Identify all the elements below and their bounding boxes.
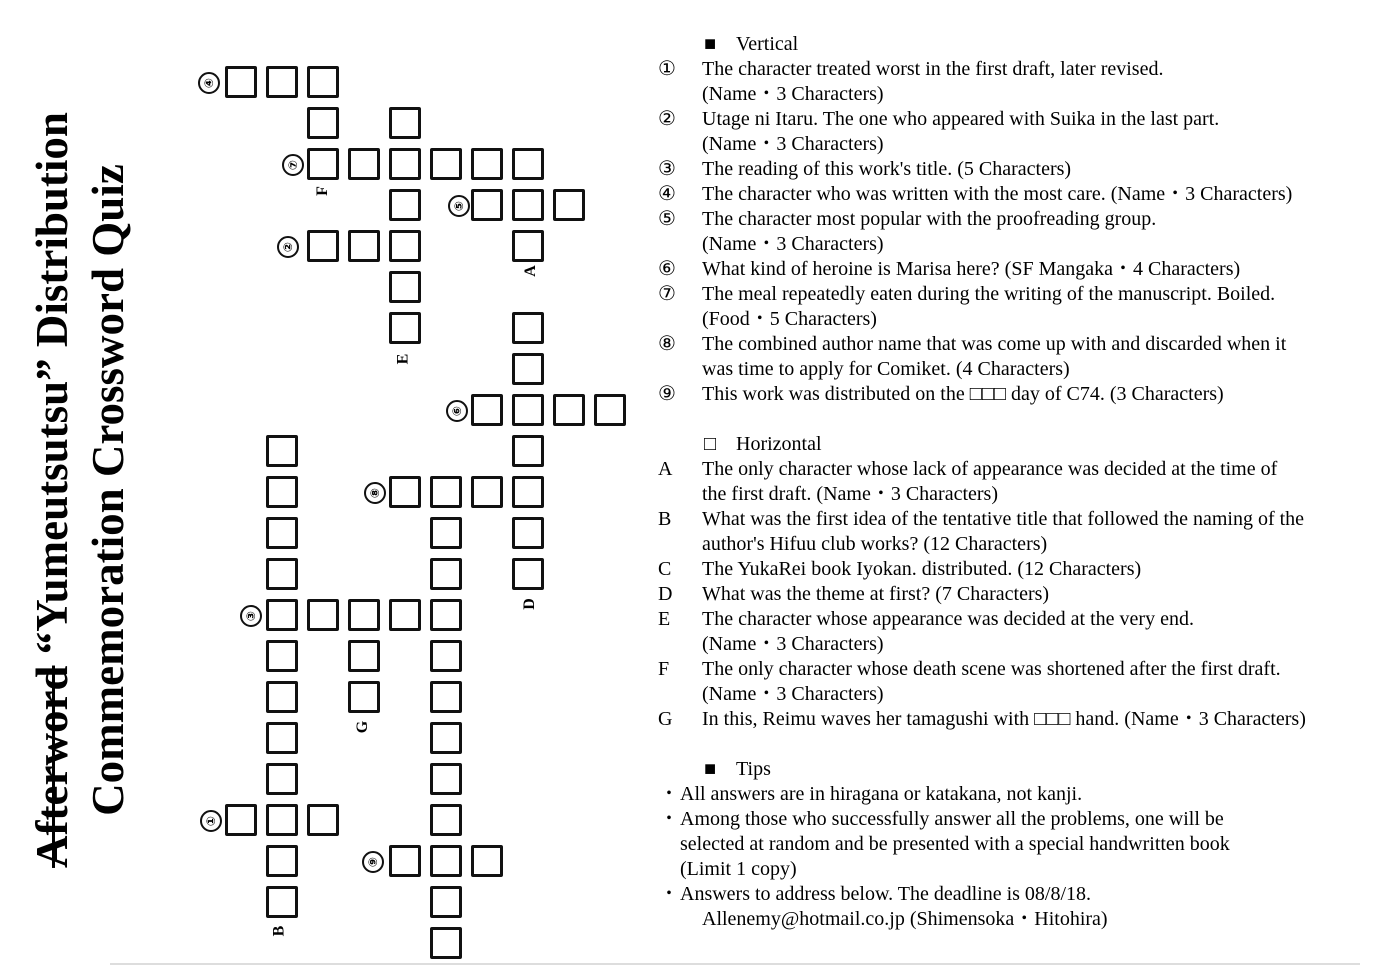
horizontal-clue	[658, 582, 1378, 607]
vertical-heading	[658, 32, 1378, 57]
crossword-cell[interactable]	[307, 804, 339, 836]
crossword-cell[interactable]	[512, 435, 544, 467]
crossword-cell[interactable]	[266, 599, 298, 631]
crossword-cell[interactable]	[266, 517, 298, 549]
tip-line: All answers are in hiragana or katakana, not kanji.	[680, 783, 1083, 805]
crossword-cell[interactable]	[389, 476, 421, 508]
clue-line: The YukaRei book Iyokan. distributed. (12 Characters)	[702, 558, 1142, 580]
tip-line: Among those who successfully answer all the problems, one will be	[680, 808, 1224, 830]
title-line-2: Commemoration Crossword Quiz	[83, 164, 133, 816]
tip-bullet: ・	[659, 883, 679, 905]
clue-text	[702, 107, 1378, 157]
tips-heading-mark: ■	[704, 758, 717, 780]
crossword-cell[interactable]	[225, 66, 257, 98]
clue-text	[702, 707, 1378, 732]
title-strike-word: Afterword	[27, 665, 77, 868]
crossword-cell[interactable]	[225, 804, 257, 836]
clue-text	[702, 657, 1378, 707]
crossword-cell[interactable]	[307, 107, 339, 139]
clue-text	[702, 457, 1378, 507]
crossword-cell[interactable]	[348, 230, 380, 262]
clue-line: The character most popular with the proofreading group.	[702, 208, 1157, 230]
clue-text	[702, 382, 1378, 407]
horizontal-clue	[658, 657, 1378, 707]
clue-letter-marker: B	[270, 925, 288, 937]
tip-line: Answers to address below. The deadline is 08/8/18.	[680, 883, 1092, 905]
crossword-cell[interactable]	[430, 476, 462, 508]
tip-bullet: ・	[659, 783, 679, 805]
crossword-cell[interactable]	[266, 66, 298, 98]
vertical-heading-mark: ■	[704, 33, 717, 55]
crossword-cell[interactable]	[266, 558, 298, 590]
clue-line: (Food・5 Characters)	[702, 308, 877, 330]
clue-line: The character whose appearance was decided at the very end.	[702, 608, 1194, 630]
clue-label: ④	[658, 183, 676, 205]
clue-number-marker: ⑨	[362, 851, 384, 873]
crossword-cell[interactable]	[389, 845, 421, 877]
tip-item	[658, 807, 1378, 882]
crossword-cell[interactable]	[389, 107, 421, 139]
clue-number-marker: ⑧	[364, 482, 386, 504]
crossword-cell[interactable]	[430, 599, 462, 631]
crossword-cell[interactable]	[430, 640, 462, 672]
clue-line: (Name・3 Characters)	[702, 683, 884, 705]
vertical-clue-list	[658, 57, 1378, 407]
vertical-clue	[658, 182, 1378, 207]
clue-line: This work was distributed on the □□□ day of C74. (3 Characters)	[702, 383, 1224, 405]
clue-line: (Name・3 Characters)	[702, 233, 884, 255]
crossword-cell[interactable]	[594, 394, 626, 426]
vertical-heading-label: Vertical	[736, 33, 799, 55]
clue-line: The only character whose lack of appearance was decided at the time of	[702, 458, 1278, 480]
crossword-cell[interactable]	[430, 763, 462, 795]
clue-number-marker: ⑤	[448, 195, 470, 217]
horizontal-clue-list	[658, 457, 1378, 732]
clue-text	[702, 282, 1378, 332]
clue-line: (Name・3 Characters)	[702, 133, 884, 155]
crossword-cell[interactable]	[266, 763, 298, 795]
vertical-clue	[658, 157, 1378, 182]
crossword-cell[interactable]	[266, 886, 298, 918]
vertical-clue	[658, 257, 1378, 282]
clue-line: the first draft. (Name・3 Characters)	[702, 483, 998, 505]
tips-list	[658, 782, 1378, 907]
crossword-cell[interactable]	[389, 271, 421, 303]
clue-text	[702, 582, 1378, 607]
clue-label: ⑦	[658, 283, 676, 305]
tip-bullet: ・	[659, 808, 679, 830]
horizontal-clue	[658, 707, 1378, 732]
horizontal-heading	[658, 432, 1378, 457]
clue-label: E	[658, 608, 671, 630]
crossword-cell[interactable]	[512, 148, 544, 180]
tip-line: (Limit 1 copy)	[680, 858, 797, 880]
crossword-cell[interactable]	[512, 517, 544, 549]
crossword-cell[interactable]	[389, 312, 421, 344]
crossword-cell[interactable]	[389, 189, 421, 221]
crossword-cell[interactable]	[389, 599, 421, 631]
clue-letter-marker: A	[521, 265, 539, 277]
tip-text	[680, 782, 1378, 807]
clue-text	[702, 157, 1378, 182]
clue-text	[702, 557, 1378, 582]
crossword-cell[interactable]	[512, 394, 544, 426]
bottom-divider	[110, 963, 1360, 965]
tips-heading-label: Tips	[736, 758, 771, 780]
clue-line: The character who was written with the most care. (Name・3 Characters)	[702, 183, 1293, 205]
crossword-cell[interactable]	[266, 640, 298, 672]
clue-label: ③	[658, 158, 676, 180]
clue-text	[702, 257, 1378, 282]
clue-label: ⑥	[658, 258, 676, 280]
clue-number-marker: ①	[200, 810, 222, 832]
tip-text	[680, 807, 1378, 882]
clue-text	[702, 332, 1378, 382]
tips-heading	[658, 757, 1378, 782]
clue-text	[702, 57, 1378, 107]
crossword-cell[interactable]	[512, 230, 544, 262]
clue-line: The only character whose death scene was shortened after the first draft.	[702, 658, 1281, 680]
horizontal-heading-mark: □	[704, 433, 717, 455]
clue-line: (Name・3 Characters)	[702, 633, 884, 655]
clue-label: ⑤	[658, 208, 676, 230]
crossword-cell[interactable]	[307, 599, 339, 631]
crossword-cell[interactable]	[307, 230, 339, 262]
tip-item	[658, 782, 1378, 807]
tip-item	[658, 882, 1378, 907]
clue-label: B	[658, 508, 672, 530]
crossword-grid	[0, 0, 640, 967]
clue-number-marker: ⑦	[282, 154, 304, 176]
clue-line: The combined author name that was come up with and discarded when it	[702, 333, 1287, 355]
crossword-cell[interactable]	[266, 845, 298, 877]
horizontal-clue	[658, 607, 1378, 657]
clue-line: The character treated worst in the first draft, later revised.	[702, 58, 1164, 80]
crossword-cell[interactable]	[430, 722, 462, 754]
crossword-cell[interactable]	[553, 189, 585, 221]
clue-line: was time to apply for Comiket. (4 Characters)	[702, 358, 1070, 380]
crossword-cell[interactable]	[471, 394, 503, 426]
crossword-cell[interactable]	[307, 148, 339, 180]
crossword-cell[interactable]	[389, 230, 421, 262]
clue-label: ②	[658, 108, 676, 130]
clue-number-marker: ②	[277, 236, 299, 258]
tip-line: selected at random and be presented with a special handwritten book	[680, 833, 1230, 855]
clue-label: C	[658, 558, 672, 580]
clue-line: The reading of this work's title. (5 Characters)	[702, 158, 1072, 180]
crossword-cell[interactable]	[266, 804, 298, 836]
clue-text	[702, 507, 1378, 557]
crossword-cell[interactable]	[430, 148, 462, 180]
crossword-cell[interactable]	[266, 722, 298, 754]
crossword-cell[interactable]	[348, 640, 380, 672]
vertical-clue	[658, 282, 1378, 332]
clues-panel	[658, 32, 1378, 932]
clue-line: What was the theme at first? (7 Characters)	[702, 583, 1050, 605]
clue-letter-marker: G	[354, 720, 372, 734]
clue-label: A	[658, 458, 673, 480]
horizontal-clue	[658, 557, 1378, 582]
clue-text	[702, 182, 1378, 207]
crossword-cell[interactable]	[389, 148, 421, 180]
horizontal-clue	[658, 507, 1378, 557]
crossword-cell[interactable]	[471, 189, 503, 221]
crossword-cell[interactable]	[430, 927, 462, 959]
clue-label: ⑨	[658, 383, 676, 405]
crossword-cell[interactable]	[430, 517, 462, 549]
vertical-clue	[658, 207, 1378, 257]
crossword-cell[interactable]	[430, 804, 462, 836]
crossword-cell[interactable]	[512, 312, 544, 344]
horizontal-clue	[658, 457, 1378, 507]
clue-label: G	[658, 708, 673, 730]
clue-label: ⑧	[658, 333, 676, 355]
vertical-clue	[658, 382, 1378, 407]
vertical-clue	[658, 107, 1378, 157]
clue-letter-marker: F	[313, 186, 331, 196]
crossword-cell[interactable]	[266, 435, 298, 467]
vertical-clue	[658, 332, 1378, 382]
crossword-cell[interactable]	[512, 353, 544, 385]
crossword-cell[interactable]	[430, 681, 462, 713]
tip-text	[680, 882, 1378, 907]
crossword-cell[interactable]	[512, 558, 544, 590]
crossword-cell[interactable]	[430, 558, 462, 590]
crossword-cell[interactable]	[471, 845, 503, 877]
crossword-cell[interactable]	[348, 148, 380, 180]
crossword-cell[interactable]	[307, 66, 339, 98]
clue-line: (Name・3 Characters)	[702, 83, 884, 105]
crossword-cell[interactable]	[471, 476, 503, 508]
clue-label: D	[658, 583, 673, 605]
horizontal-heading-label: Horizontal	[736, 433, 822, 455]
clue-line: The meal repeatedly eaten during the writing of the manuscript. Boiled.	[702, 283, 1276, 305]
crossword-cell[interactable]	[430, 886, 462, 918]
contact-address: Allenemy@hotmail.co.jp (Shimensoka・Hitohira)	[702, 908, 1108, 930]
clue-line: What kind of heroine is Marisa here? (SF Mangaka・4 Characters)	[702, 258, 1241, 280]
crossword-cell[interactable]	[553, 394, 585, 426]
clue-line: Utage ni Itaru. The one who appeared with Suika in the last part.	[702, 108, 1220, 130]
crossword-cell[interactable]	[512, 189, 544, 221]
clue-letter-marker: D	[520, 598, 538, 610]
clue-line: In this, Reimu waves her tamagushi with □□□ hand. (Name・3 Characters)	[702, 708, 1306, 730]
title-line-1-rest: “Yumeutsutsu” Distribution	[27, 112, 77, 666]
clue-number-marker: ④	[198, 72, 220, 94]
crossword-cell[interactable]	[512, 476, 544, 508]
crossword-cell[interactable]	[348, 599, 380, 631]
clue-line: What was the first idea of the tentative title that followed the naming of the	[702, 508, 1305, 530]
clue-text	[702, 207, 1378, 257]
clue-label: F	[658, 658, 670, 680]
crossword-cell[interactable]	[430, 845, 462, 877]
crossword-cell[interactable]	[266, 476, 298, 508]
vertical-clue	[658, 57, 1378, 107]
clue-label: ①	[658, 58, 676, 80]
clue-letter-marker: E	[394, 353, 412, 365]
clue-text	[702, 607, 1378, 657]
crossword-cell[interactable]	[471, 148, 503, 180]
clue-number-marker: ⑥	[446, 400, 468, 422]
crossword-cell[interactable]	[348, 681, 380, 713]
crossword-cell[interactable]	[266, 681, 298, 713]
clue-number-marker: ③	[240, 605, 262, 627]
clue-line: author's Hifuu club works? (12 Characters)	[702, 533, 1048, 555]
